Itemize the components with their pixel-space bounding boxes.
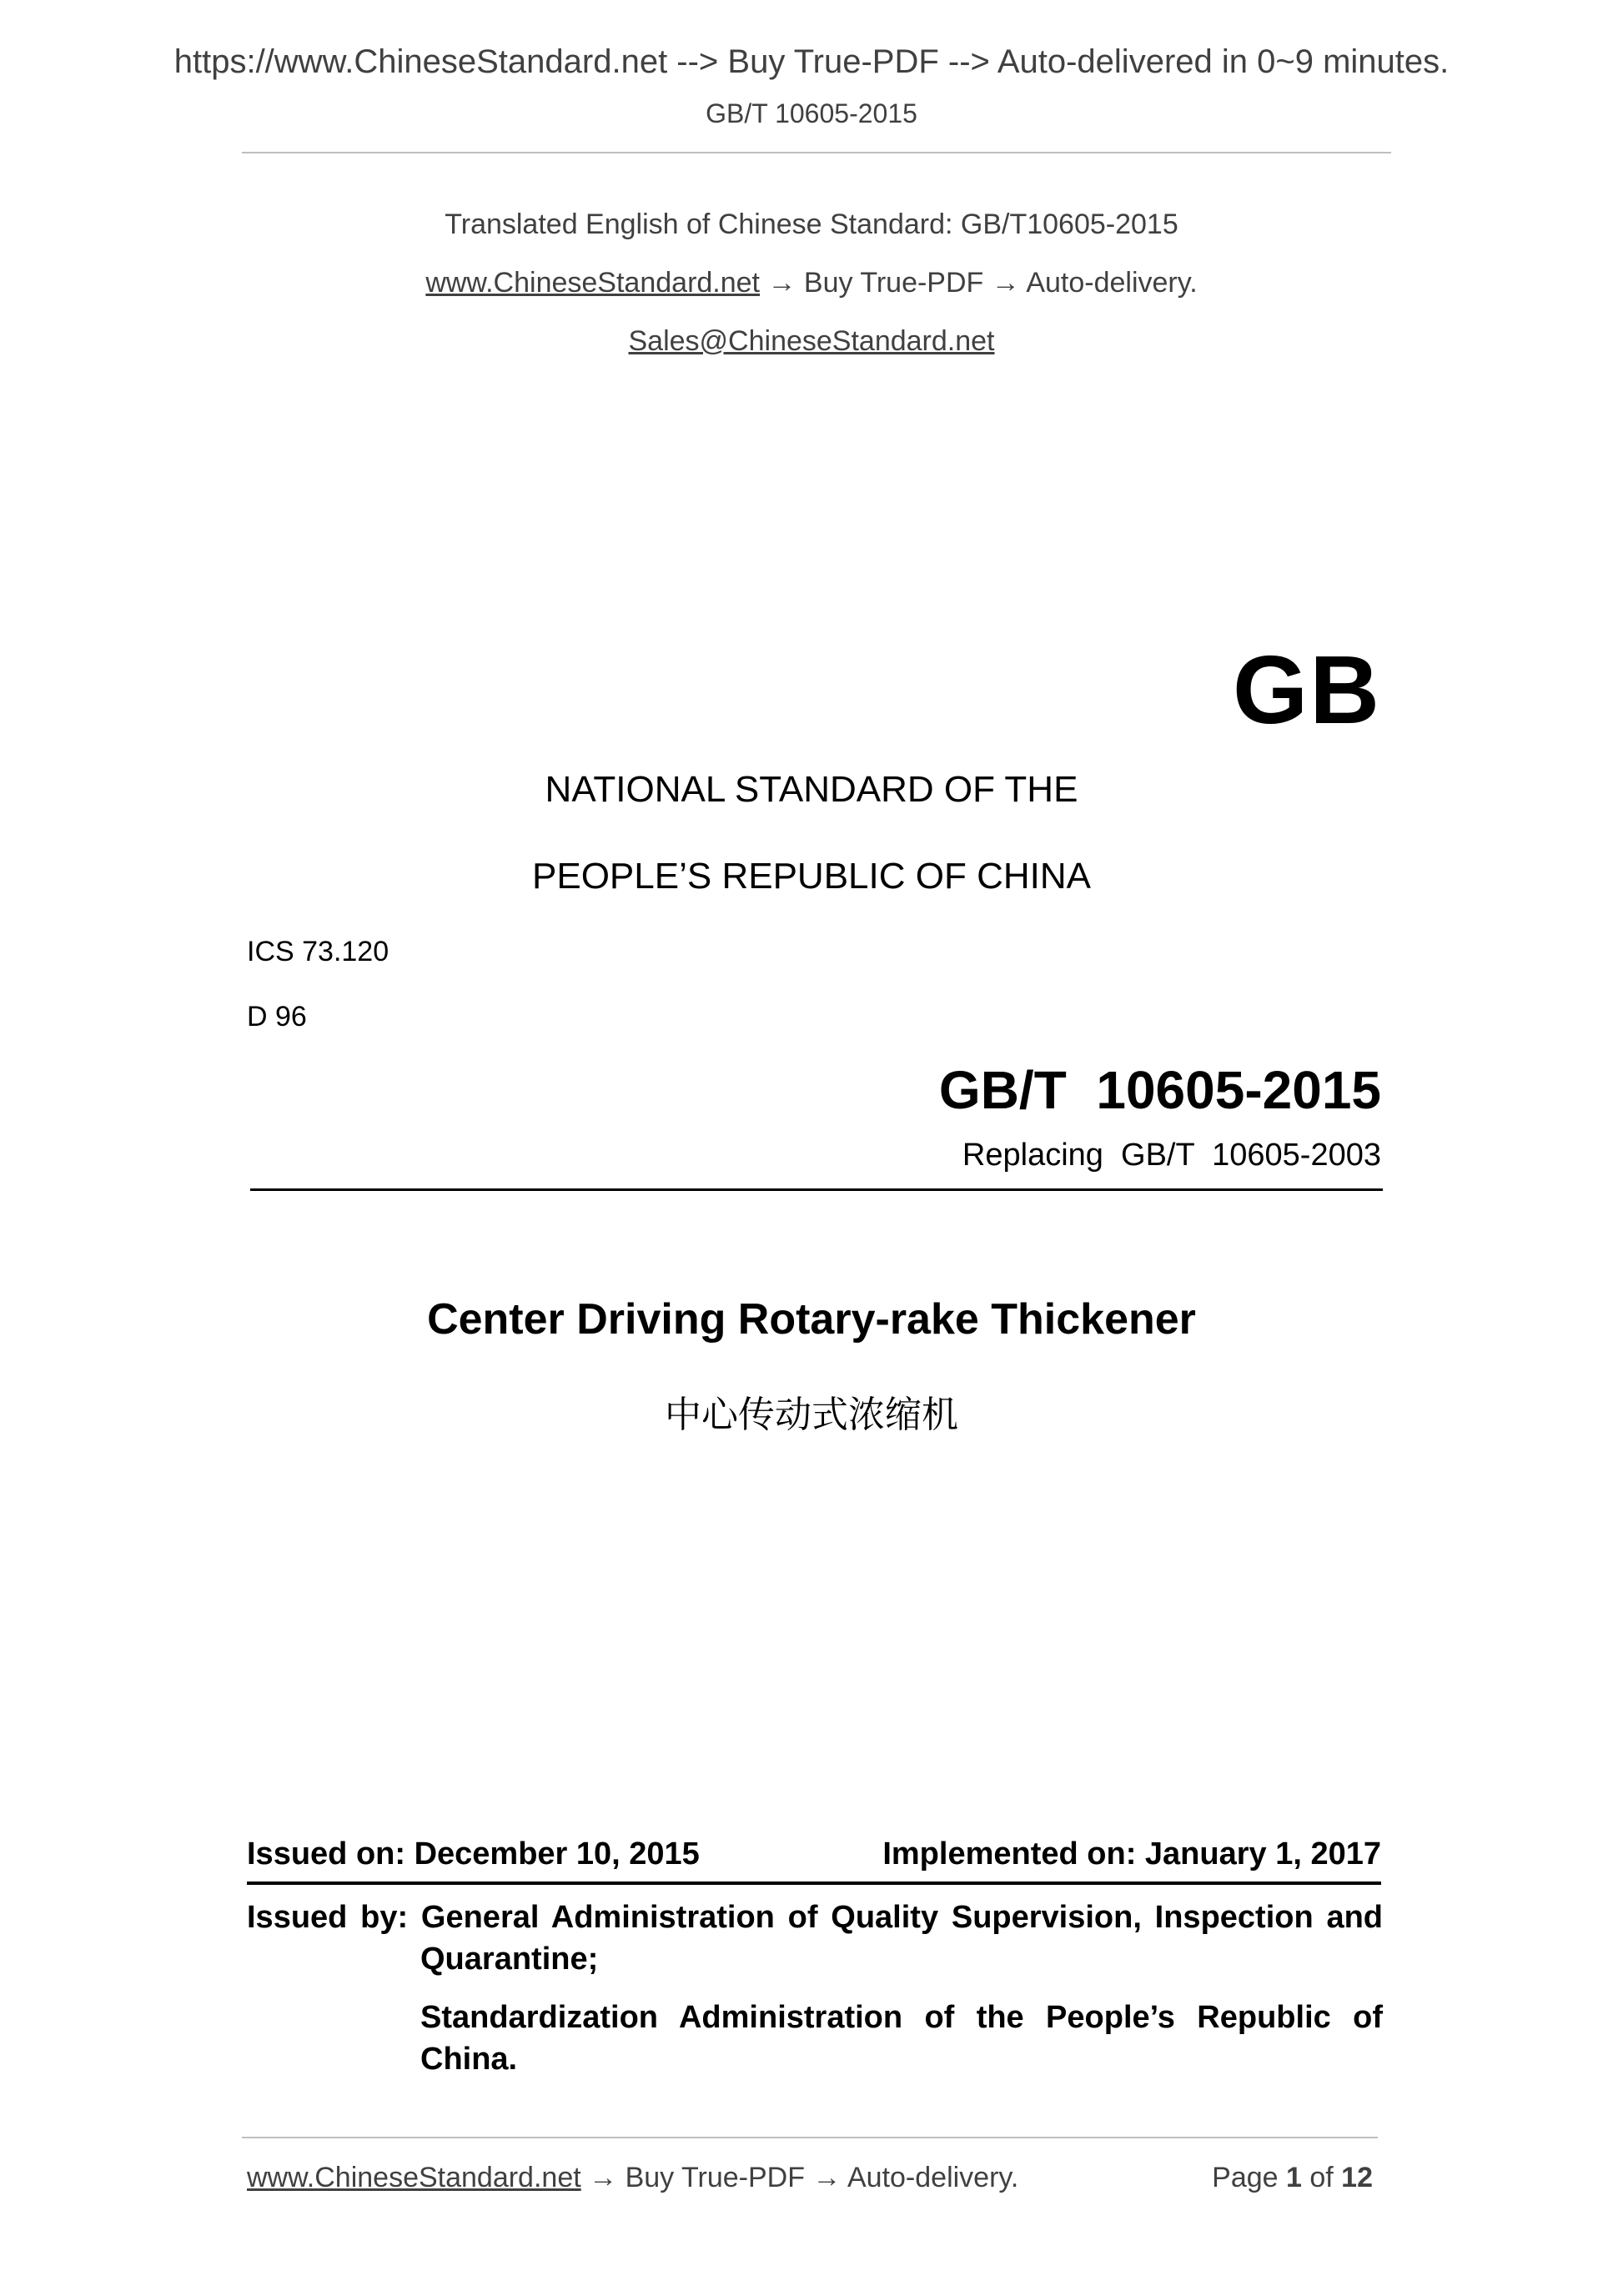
national-standard-line-1: NATIONAL STANDARD OF THE	[545, 769, 1078, 810]
issuer-2: Standardization Administration of the People’s Republic of China.	[420, 2000, 1383, 2077]
issuer-1: General Administration of Quality Supervision, Inspection and Quarantine;	[420, 1900, 1383, 1977]
site-line-rest: → Buy True-PDF → Auto-delivery.	[760, 267, 1198, 299]
email-link[interactable]: Sales@ChineseStandard.net	[628, 325, 995, 357]
standard-number: GB/T 10605-2015	[938, 1060, 1381, 1120]
footer-divider	[242, 2137, 1378, 2138]
issued-by-label: Issued by:	[247, 1900, 421, 1935]
page-current: 1	[1286, 2162, 1302, 2193]
gb-logo: GB	[1233, 636, 1381, 744]
footer-site-line	[247, 2162, 1018, 2194]
issuer-1-paragraph	[247, 1897, 1383, 1980]
implemented-on-date: Implemented on: January 1, 2017	[882, 1836, 1381, 1871]
page-label: Page	[1212, 2162, 1286, 2193]
site-link[interactable]: www.ChineseStandard.net	[425, 267, 761, 299]
classification-code: D 96	[247, 1001, 307, 1032]
national-standard-line-2: PEOPLE’S REPUBLIC OF CHINA	[532, 856, 1091, 897]
footer-site-rest: → Buy True-PDF → Auto-delivery.	[580, 2162, 1019, 2193]
issued-on-date: Issued on: December 10, 2015	[247, 1836, 700, 1871]
translation-notice: Translated English of Chinese Standard: GB/T10605-2015	[445, 208, 1178, 240]
title-chinese: 中心传动式浓缩机	[665, 1394, 958, 1436]
title-english: Center Driving Rotary-rake Thickener	[427, 1295, 1196, 1344]
page-of: of	[1301, 2162, 1342, 2193]
header-divider	[242, 152, 1391, 153]
standard-divider	[250, 1188, 1383, 1191]
email-line	[0, 325, 1623, 358]
issue-divider	[247, 1882, 1381, 1885]
footer-site-link[interactable]: www.ChineseStandard.net	[247, 2162, 581, 2193]
page-indicator	[1212, 2162, 1373, 2194]
ics-code: ICS 73.120	[247, 936, 389, 967]
page-total: 12	[1341, 2162, 1373, 2193]
site-line	[0, 267, 1623, 299]
issued-by-block	[247, 1897, 1383, 2080]
replacing-standard: Replacing GB/T 10605-2003	[962, 1138, 1381, 1173]
running-header-doc-id: GB/T 10605-2015	[706, 98, 917, 128]
top-banner[interactable]: https://www.ChineseStandard.net --> Buy True-PDF --> Auto-delivered in 0~9 minutes.	[173, 43, 1450, 80]
